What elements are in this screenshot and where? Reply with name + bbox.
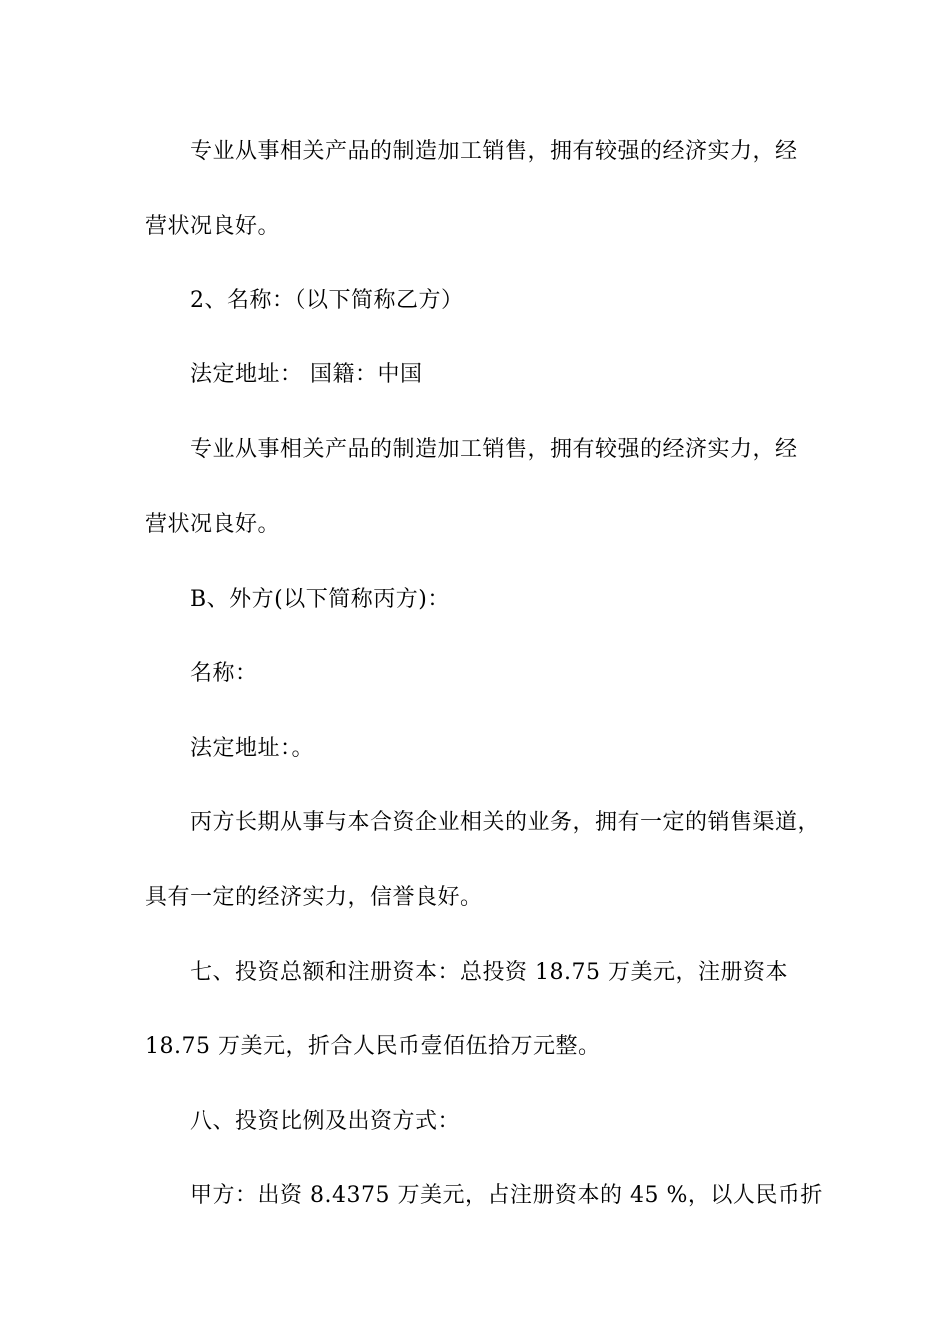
paragraph-line: 具有一定的经济实力，信誉良好。 <box>145 885 483 910</box>
paragraph-line: 甲方：出资 8.4375 万美元，占注册资本的 45 %，以人民币折 <box>190 1183 823 1208</box>
paragraph-line: 18.75 万美元，折合人民币壹佰伍拾万元整。 <box>145 1034 601 1059</box>
paragraph-line: 营状况良好。 <box>145 214 281 239</box>
paragraph-line: 名称： <box>190 661 258 686</box>
paragraph-line: B、外方(以下简称丙方)： <box>190 587 450 612</box>
paragraph-line: 七、投资总额和注册资本：总投资 18.75 万美元，注册资本 <box>190 960 788 985</box>
paragraph-line: 2、名称：（以下简称乙方） <box>190 288 464 313</box>
paragraph-line: 营状况良好。 <box>145 512 281 537</box>
paragraph-line: 八、投资比例及出资方式： <box>190 1109 461 1134</box>
paragraph-line: 法定地址：。 <box>190 736 315 761</box>
paragraph-line: 专业从事相关产品的制造加工销售，拥有较强的经济实力，经 <box>190 139 798 164</box>
paragraph-line: 丙方长期从事与本合资企业相关的业务，拥有一定的销售渠道， <box>190 810 821 835</box>
paragraph-line: 法定地址： 国籍：中国 <box>190 362 423 387</box>
paragraph-line: 专业从事相关产品的制造加工销售，拥有较强的经济实力，经 <box>190 437 798 462</box>
